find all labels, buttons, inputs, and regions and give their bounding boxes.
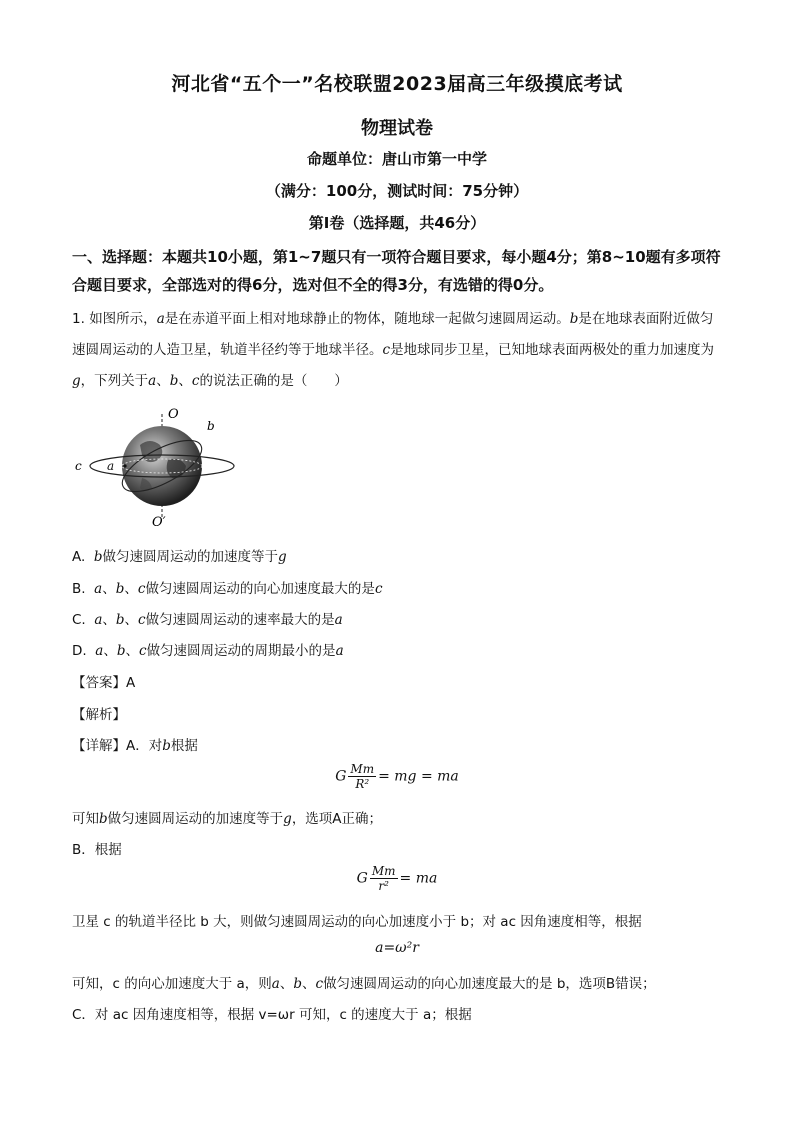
detail-step-4: C．对 ac 因角速度相等，根据 v=ωr 可知，c 的速度大于 a；根据 [72,1007,472,1023]
exam-subtitle: 物理试卷 [361,118,433,139]
analysis-label: 【解析】 [72,707,126,723]
label-o-bottom: O′ [152,515,166,530]
detail-b-label: B．根据 [72,842,122,858]
formula-1: G $\frac{Mm}{\text{R²}}$ = mg = ma [335,762,459,791]
detail-step-1: 可知b做匀速圆周运动的加速度等于g，选项A正确； [72,811,383,827]
label-c: c [75,459,82,473]
volume-heading: 第Ⅰ卷（选择题，共46分） [308,214,486,232]
option-d[interactable]: D. a、b、c做匀速圆周运动的周期最小的是a [72,643,344,659]
section-header: 一、选择题：本题共10小题，第1~7题只有一项符合题目要求，每小题4分；第8~10题有多项符合题目要求，全部选对的得6分，选对但不全的得3分，有选错的得0分。 [72,248,721,294]
formula-3: a=ω²r [375,940,419,956]
exam-title: 河北省“五个一”名校联盟2023届高三年级摸底考试 [171,73,623,95]
detail-intro: 【详解】A．对b根据 [72,738,198,754]
label-o-top: O [168,407,179,422]
formula-2: G $\frac{Mm}{\text{r²}}$ = ma [356,864,438,893]
label-b: b [207,419,215,433]
option-a[interactable]: A. b做匀速圆周运动的加速度等于g [72,549,287,565]
score-info: （满分：100分，测试时间：75分钟） [265,182,529,200]
answer-label: 【答案】A [72,675,136,691]
option-b[interactable]: B. a、b、c做匀速圆周运动的向心加速度最大的是c [72,581,383,597]
detail-step-3: 可知，c 的向心加速度大于 a，则a、b、c做匀速圆周运动的向心加速度最大的是 b，选项B错误； [72,976,656,992]
question-text: 如图所示，a是在赤道平面上相对地球静止的物体，随地球一起做匀速圆周运动。b是在地球表面附近做匀速圆周运动的人造卫星，轨道半径约等于地球半径。c是地球同步卫星，已知地球表面两极处的重力加速度为g，下列关于a、b、c的说法正确的是（ ） [72,311,715,389]
label-a: a [107,459,115,473]
question-number: 1. [72,311,85,327]
detail-step-2: 卫星 c 的轨道半径比 b 大，则做匀速圆周运动的向心加速度小于 b；对 ac 因角速度相等，根据 [72,914,642,930]
author-unit: 命题单位：唐山市第一中学 [306,150,487,168]
earth-orbit-figure [70,400,250,530]
earth-globe [122,426,202,506]
question-1 [72,304,722,397]
option-c[interactable]: C. a、b、c做匀速圆周运动的速率最大的是a [72,612,343,628]
